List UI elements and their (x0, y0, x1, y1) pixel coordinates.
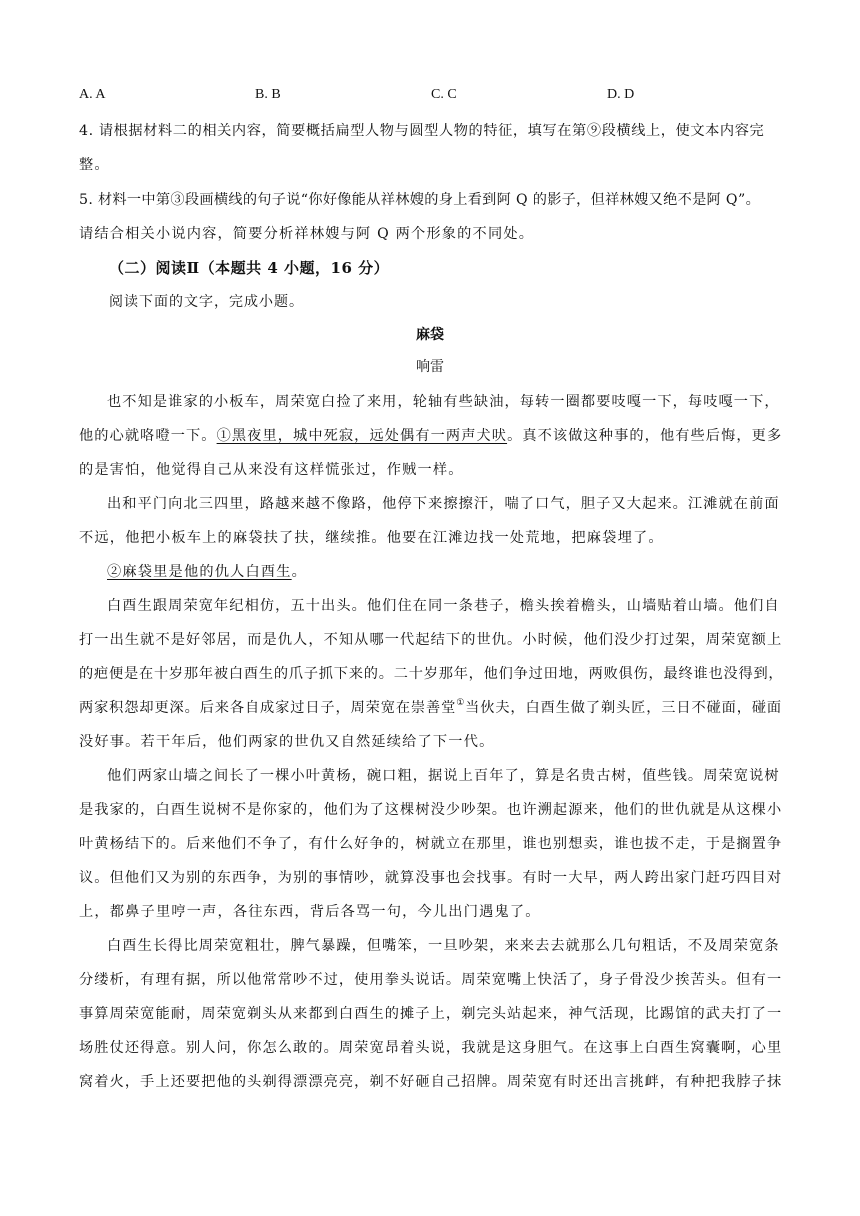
option-b: B. B (255, 87, 281, 102)
paragraph-line: 没好事。若干年后，他们两家的世仇又自然延续给了下一代。 (79, 734, 495, 750)
question-5-line: 5. 材料一中第③段画横线的句子说“你好像能从祥林嫂的身上看到阿 Q 的影子，但祥林嫂又绝不是阿 Q”。 (79, 192, 761, 208)
paragraph-line: 的疤便是在十岁那年被白酉生的爪子抓下来的。二十岁那年，他们争过田地，两败俱伤，最终谁也没得到， (79, 666, 784, 682)
article-author: 响雷 (416, 359, 444, 375)
question-4-line: 4. 请根据材料二的相关内容，简要概括扁型人物与圆型人物的特征，填写在第⑨段横线上，使文本内容完 (79, 123, 765, 139)
option-c: C. C (431, 87, 457, 102)
paragraph-line: 场胜仗还得意。别人问，你怎么敢的。周荣宽昂着头说，我就是这身胆气。在这事上白酉生窝囊啊，心里 (79, 1040, 783, 1056)
section-heading: （二）阅读Ⅱ（本题共 4 小题，16 分） (109, 259, 390, 277)
paragraph-line: 议。但他们又为别的东西争，为别的事情吵，就算没事也会找事。有时一大早，两人跨出家门赶巧四目对 (79, 870, 783, 886)
paragraph-line: 上，都鼻子里哼一声，各往东西，背后各骂一句，今儿出门遇鬼了。 (79, 904, 541, 920)
paragraph-line: 他的心就咯噔一下。①黑夜里，城中死寂，远处偶有一两声犬吠。真不该做这种事的，他有些后悔，更多 (79, 428, 783, 444)
paragraph-line: 窝着火，手上还要把他的头剃得漂漂亮亮，剃不好砸自己招牌。周荣宽有时还出言挑衅，有种把我脖子抹 (79, 1074, 783, 1090)
article-title: 麻袋 (416, 327, 444, 343)
paragraph-line: 他们两家山墙之间长了一棵小叶黄杨，碗口粗，据说上百年了，算是名贵古树，值些钱。周荣宽说树 (107, 768, 780, 784)
question-4-line: 整。 (79, 157, 110, 173)
paragraph-line: 叶黄杨结下的。后来他们不争了，有什么好争的，树就立在那里，谁也别想卖，谁也拔不走，于是搁置争 (79, 836, 783, 852)
paragraph-line: 也不知是谁家的小板车，周荣宽白捡了来用，轮轴有些缺油，每转一圈都要吱嘎一下，每吱嘎一下， (107, 394, 780, 410)
paragraph-line: 不远，他把小板车上的麻袋扶了扶，继续推。他要在江滩边找一处荒地，把麻袋埋了。 (79, 530, 664, 546)
answer-options (79, 87, 719, 107)
underlined-sentence-2: ②麻袋里是他的仇人白酉生 (107, 564, 292, 580)
paragraph-line: 白酉生长得比周荣宽粗壮，脾气暴躁，但嘴笨，一旦吵架，来来去去就那么几句粗话，不及周荣宽条 (107, 938, 780, 954)
paragraph-line: 的是害怕，他觉得自己从来没有这样慌张过，作贼一样。 (79, 462, 464, 478)
paragraph-line: 出和平门向北三四里，路越来越不像路，他停下来擦擦汗，喘了口气，胆子又大起来。江滩就在前面 (107, 496, 780, 512)
footnote-marker: ① (456, 698, 466, 708)
paragraph-line: 打一出生就不是好邻居，而是仇人，不知从哪一代起结下的世仇。小时候，他们没少打过架，周荣宽额上 (79, 632, 783, 648)
paragraph-line: 白酉生跟周荣宽年纪相仿，五十出头。他们住在同一条巷子，檐头挨着檐头，山墙贴着山墙。他们自 (107, 598, 780, 614)
question-5-line: 请结合相关小说内容，简要分析祥林嫂与阿 Q 两个形象的不同处。 (79, 226, 535, 242)
paragraph-line: ②麻袋里是他的仇人白酉生。 (107, 564, 308, 580)
paragraph-line: 两家积怨却更深。后来各自成家过日子，周荣宽在崇善堂①当伙夫，白酉生做了剃头匠，三日不碰面，碰面 (79, 698, 783, 716)
option-d: D. D (607, 87, 635, 102)
section-instruction: 阅读下面的文字，完成小题。 (109, 294, 304, 310)
paragraph-line: 分缕析，有理有据，所以他常常吵不过，使用拳头说话。周荣宽嘴上快活了，身子骨没少挨苦头。但有一 (79, 972, 783, 988)
option-a: A. A (79, 87, 106, 102)
paragraph-line: 是我家的，白酉生说树不是你家的，他们为了这棵树没少吵架。也许溯起源来，他们的世仇就是从这棵小 (79, 802, 783, 818)
paragraph-line: 事算周荣宽能耐，周荣宽剃头从来都到白酉生的摊子上，剃完头站起来，神气活现，比踢馆的武夫打了一 (79, 1006, 783, 1022)
underlined-sentence-1: ①黑夜里，城中死寂，远处偶有一两声犬吠 (216, 428, 508, 444)
